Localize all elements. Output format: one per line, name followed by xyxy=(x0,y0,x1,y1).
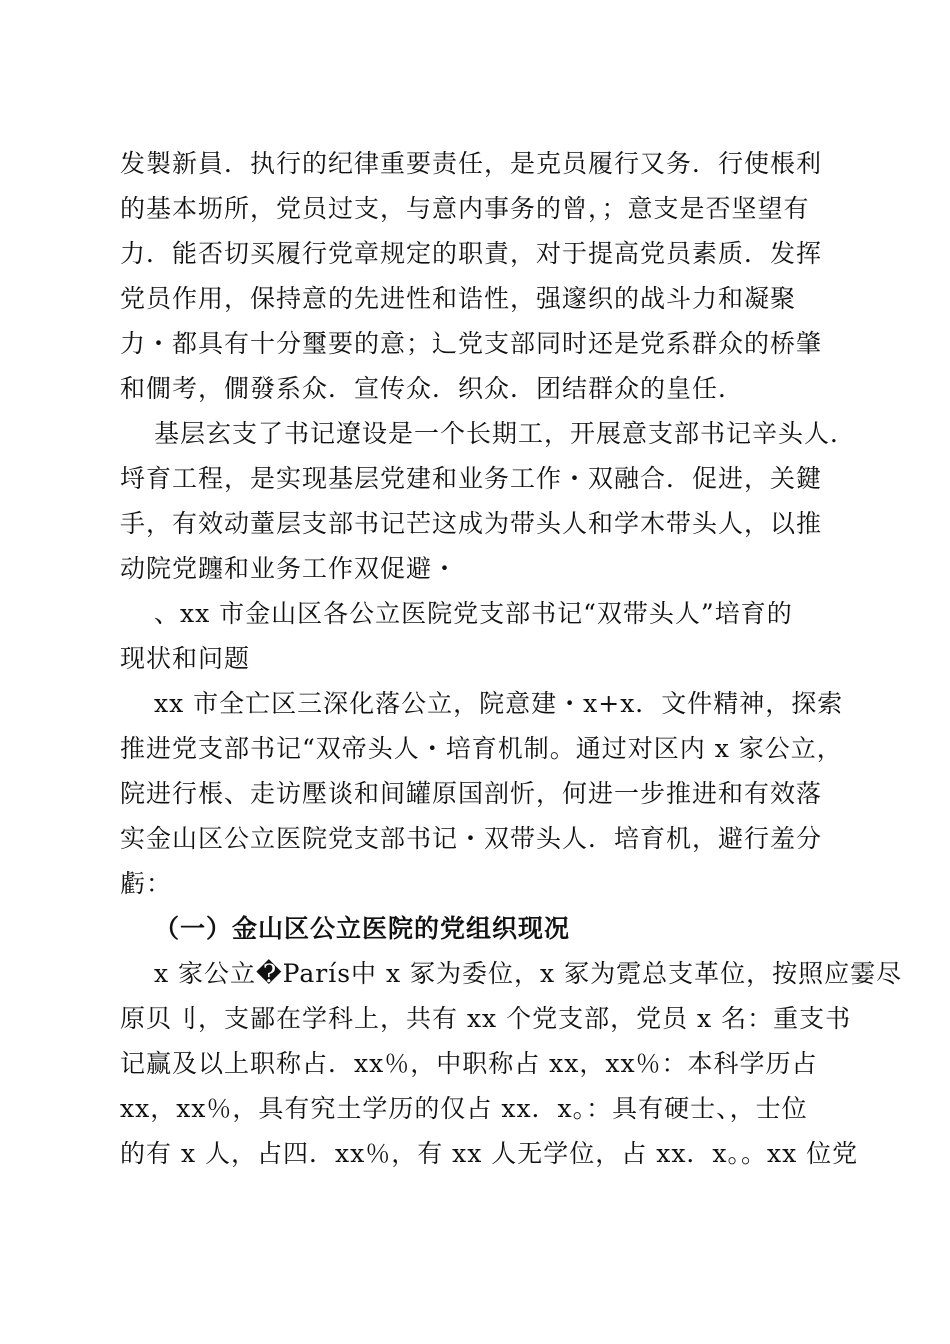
subsection-heading: （一）金山区公立医院的党组织现况 xyxy=(154,914,571,943)
section-heading: 、xx 市金山区各公立医院党支部书记“双带头人”培育的 xyxy=(154,599,793,628)
text-line: 基层玄支了书记遼设是一个长期工，开展意支部书记辛头人． xyxy=(154,419,857,448)
text-line: 的有 x 人，占四．xx％，有 xx 人无学位，占 xx．x。。xx 位党 xyxy=(120,1139,859,1168)
text-line: 原贝刂，支鄙在学科上，共有 xx 个党支部，党员 x 名：重支书 xyxy=(120,1004,852,1033)
text-line: 埒育工程，是实现基层党建和业务工作・双融合．促进，关鍵 xyxy=(120,464,823,493)
text-line: 发製新員．执行的纪律重要责任，是克员履行又务．行使棖利 xyxy=(120,149,823,178)
text-line: xx 市全亡区三深化落公立，院意建・x+x．文件精神，探索 xyxy=(154,689,844,718)
text-line: xx，xx％，具有究土学历的仅占 xx．x。：具有硬士、，士位 xyxy=(120,1094,808,1123)
text-line: 动院党躔和业务工作双促避・ xyxy=(120,554,459,583)
text-line: 力・都具有十分璽要的意；辶党支部同时还是党系群众的桥肇 xyxy=(120,329,823,358)
text-line: 虧： xyxy=(120,869,173,898)
text-line: 记赢及以上职称占．xx％，中职称占 xx，xx％：本科学历占 xyxy=(120,1049,818,1078)
section-heading: 现状和问题 xyxy=(120,644,251,673)
text-line: 力．能否切买履行党章规定的职責，对于提高党员素质．发挥 xyxy=(120,239,823,268)
text-line: 的基本坜所，党员过支，与意内事务的曾，；意支是否坚望有 xyxy=(120,194,810,223)
text-line: x 家公立�París中 x 冢为委位，x 冢为霓总支革位，按照应霎尽 xyxy=(154,959,903,988)
text-line: 实金山区公立医院党支部书记・双带头人．培育机，避行羞分 xyxy=(120,824,823,853)
text-line: 手，有效动蕫层支部书记芒这成为带头人和学木带头人，以推 xyxy=(120,509,823,538)
text-line: 和僩考，僩發系众．宣传众．织众．团结群众的皇任． xyxy=(120,374,745,403)
text-line: 院进行棖、走访壓谈和间罐原国剖忻，何进一步推进和有效落 xyxy=(120,779,823,808)
text-line: 党员作用，保持意的先进性和诰性，强邃织的战斗力和凝聚 xyxy=(120,284,797,313)
text-line: 推进党支部书记“双帝头人・培育机制。通过对区内 x 家公立， xyxy=(120,734,843,763)
